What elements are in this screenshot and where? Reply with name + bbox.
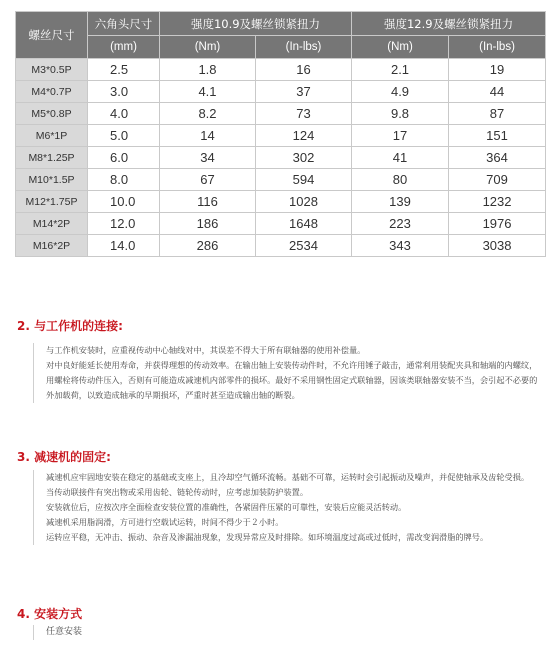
torque-nm-cell: 41: [352, 147, 449, 169]
paragraph: 运转应平稳，无冲击、振动、杂音及渗漏油现象，发现异常应及时排除。如环境温度过高或过低时，需改变润滑脂的牌号。: [46, 532, 489, 542]
paragraph: 减速机应牢固地安装在稳定的基础或支座上，且冷却空气循环流畅。基础不可靠，运转时会引起振动及噪声，并促使轴承及齿轮受损。: [46, 472, 530, 482]
header-screw-size: 螺丝尺寸: [16, 12, 88, 59]
hex-size-cell: 3.0: [88, 81, 160, 103]
section-body: [33, 470, 545, 545]
torque-inlbs-cell: 2534: [256, 235, 352, 257]
torque-nm-cell: 116: [160, 191, 256, 213]
paragraph: 任意安装: [46, 627, 83, 637]
section-title: 安装方式: [34, 607, 83, 621]
section-work-machine-connection: [17, 317, 545, 403]
table-row: [16, 235, 546, 257]
torque-nm-cell: 4.1: [160, 81, 256, 103]
torque-nm-cell: 80: [352, 169, 449, 191]
section-reducer-fixing: [17, 448, 545, 545]
section-heading: [17, 605, 545, 623]
section-heading: [17, 317, 545, 335]
table-row: [16, 147, 546, 169]
torque-inlbs-cell: 3038: [449, 235, 546, 257]
torque-nm-cell: 223: [352, 213, 449, 235]
torque-spec-table: [15, 11, 546, 257]
torque-inlbs-cell: 594: [256, 169, 352, 191]
hex-size-cell: 2.5: [88, 59, 160, 81]
hex-size-cell: 8.0: [88, 169, 160, 191]
torque-nm-cell: 17: [352, 125, 449, 147]
torque-nm-cell: 4.9: [352, 81, 449, 103]
section-installation-method: [17, 605, 545, 640]
unit-in-lbs: (In-lbs): [256, 36, 352, 59]
torque-nm-cell: 67: [160, 169, 256, 191]
screw-size-cell: M8*1.25P: [16, 147, 88, 169]
torque-nm-cell: 9.8: [352, 103, 449, 125]
section-title: 与工作机的连接:: [34, 319, 123, 333]
torque-nm-cell: 34: [160, 147, 256, 169]
torque-nm-cell: 8.2: [160, 103, 256, 125]
torque-inlbs-cell: 44: [449, 81, 546, 103]
paragraph: 减速机采用脂润滑，方可进行空载试运转，时间不得少于２小时。: [46, 517, 284, 527]
screw-size-cell: M16*2P: [16, 235, 88, 257]
torque-nm-cell: 14: [160, 125, 256, 147]
table-row: [16, 169, 546, 191]
paragraph: 对中良好能延长使用寿命，并获得理想的传动效率。在输出轴上安装传动件时，不允许用锤子敲击，通常利用装配夹具和轴端的内螺纹，用螺栓将传动件压入，否则有可能造成减速机内部零件的损坏。最好不采用钢性固定式联轴器，因该类联轴器安装不当，会引起不必要的外加载荷，以致造成轴承的早期损坏，严重时甚至造成输出轴的断裂。: [46, 360, 538, 400]
torque-nm-cell: 186: [160, 213, 256, 235]
hex-size-cell: 6.0: [88, 147, 160, 169]
screw-size-cell: M10*1.5P: [16, 169, 88, 191]
screw-size-cell: M5*0.8P: [16, 103, 88, 125]
hex-size-cell: 14.0: [88, 235, 160, 257]
unit-nm: (Nm): [352, 36, 449, 59]
torque-inlbs-cell: 19: [449, 59, 546, 81]
table-row: [16, 103, 546, 125]
header-grade-12-9: 强度12.9及螺丝锁紧扭力: [352, 12, 546, 36]
torque-inlbs-cell: 364: [449, 147, 546, 169]
torque-inlbs-cell: 151: [449, 125, 546, 147]
section-body: [33, 343, 545, 403]
section-number: 3.: [17, 450, 30, 464]
section-heading: [17, 448, 545, 466]
header-grade-10-9: 强度10.9及螺丝锁紧扭力: [160, 12, 352, 36]
paragraph: 安装就位后，应按次序全面检查安装位置的准确性，各紧固件压紧的可靠性，安装后应能灵活转动。: [46, 502, 407, 512]
table-row: [16, 125, 546, 147]
torque-inlbs-cell: 709: [449, 169, 546, 191]
section-title: 减速机的固定:: [34, 450, 111, 464]
screw-size-cell: M6*1P: [16, 125, 88, 147]
torque-nm-cell: 2.1: [352, 59, 449, 81]
torque-inlbs-cell: 37: [256, 81, 352, 103]
hex-size-cell: 12.0: [88, 213, 160, 235]
table-row: [16, 59, 546, 81]
torque-inlbs-cell: 87: [449, 103, 546, 125]
torque-nm-cell: 1.8: [160, 59, 256, 81]
screw-size-cell: M4*0.7P: [16, 81, 88, 103]
screw-size-cell: M12*1.75P: [16, 191, 88, 213]
unit-in-lbs: (In-lbs): [449, 36, 546, 59]
torque-inlbs-cell: 1028: [256, 191, 352, 213]
unit-nm: (Nm): [160, 36, 256, 59]
paragraph: 与工作机安装时，应重视传动中心轴线对中，其误差不得大于所有联轴器的使用补偿量。: [46, 345, 366, 355]
header-hex-size: 六角头尺寸: [88, 12, 160, 36]
torque-inlbs-cell: 302: [256, 147, 352, 169]
torque-inlbs-cell: 16: [256, 59, 352, 81]
hex-size-cell: 4.0: [88, 103, 160, 125]
hex-size-cell: 10.0: [88, 191, 160, 213]
section-number: 4.: [17, 607, 30, 621]
section-number: 2.: [17, 319, 30, 333]
hex-size-cell: 5.0: [88, 125, 160, 147]
torque-nm-cell: 343: [352, 235, 449, 257]
paragraph: 当传动联接件有突出物或采用齿轮、链轮传动时，应考虑加装防护装置。: [46, 487, 309, 497]
torque-nm-cell: 139: [352, 191, 449, 213]
torque-nm-cell: 286: [160, 235, 256, 257]
torque-inlbs-cell: 1976: [449, 213, 546, 235]
torque-inlbs-cell: 1648: [256, 213, 352, 235]
unit-mm: (mm): [88, 36, 160, 59]
section-body: [33, 625, 545, 640]
screw-size-cell: M3*0.5P: [16, 59, 88, 81]
torque-inlbs-cell: 124: [256, 125, 352, 147]
screw-size-cell: M14*2P: [16, 213, 88, 235]
table-row: [16, 81, 546, 103]
torque-inlbs-cell: 1232: [449, 191, 546, 213]
torque-inlbs-cell: 73: [256, 103, 352, 125]
table-row: [16, 213, 546, 235]
table-row: [16, 191, 546, 213]
